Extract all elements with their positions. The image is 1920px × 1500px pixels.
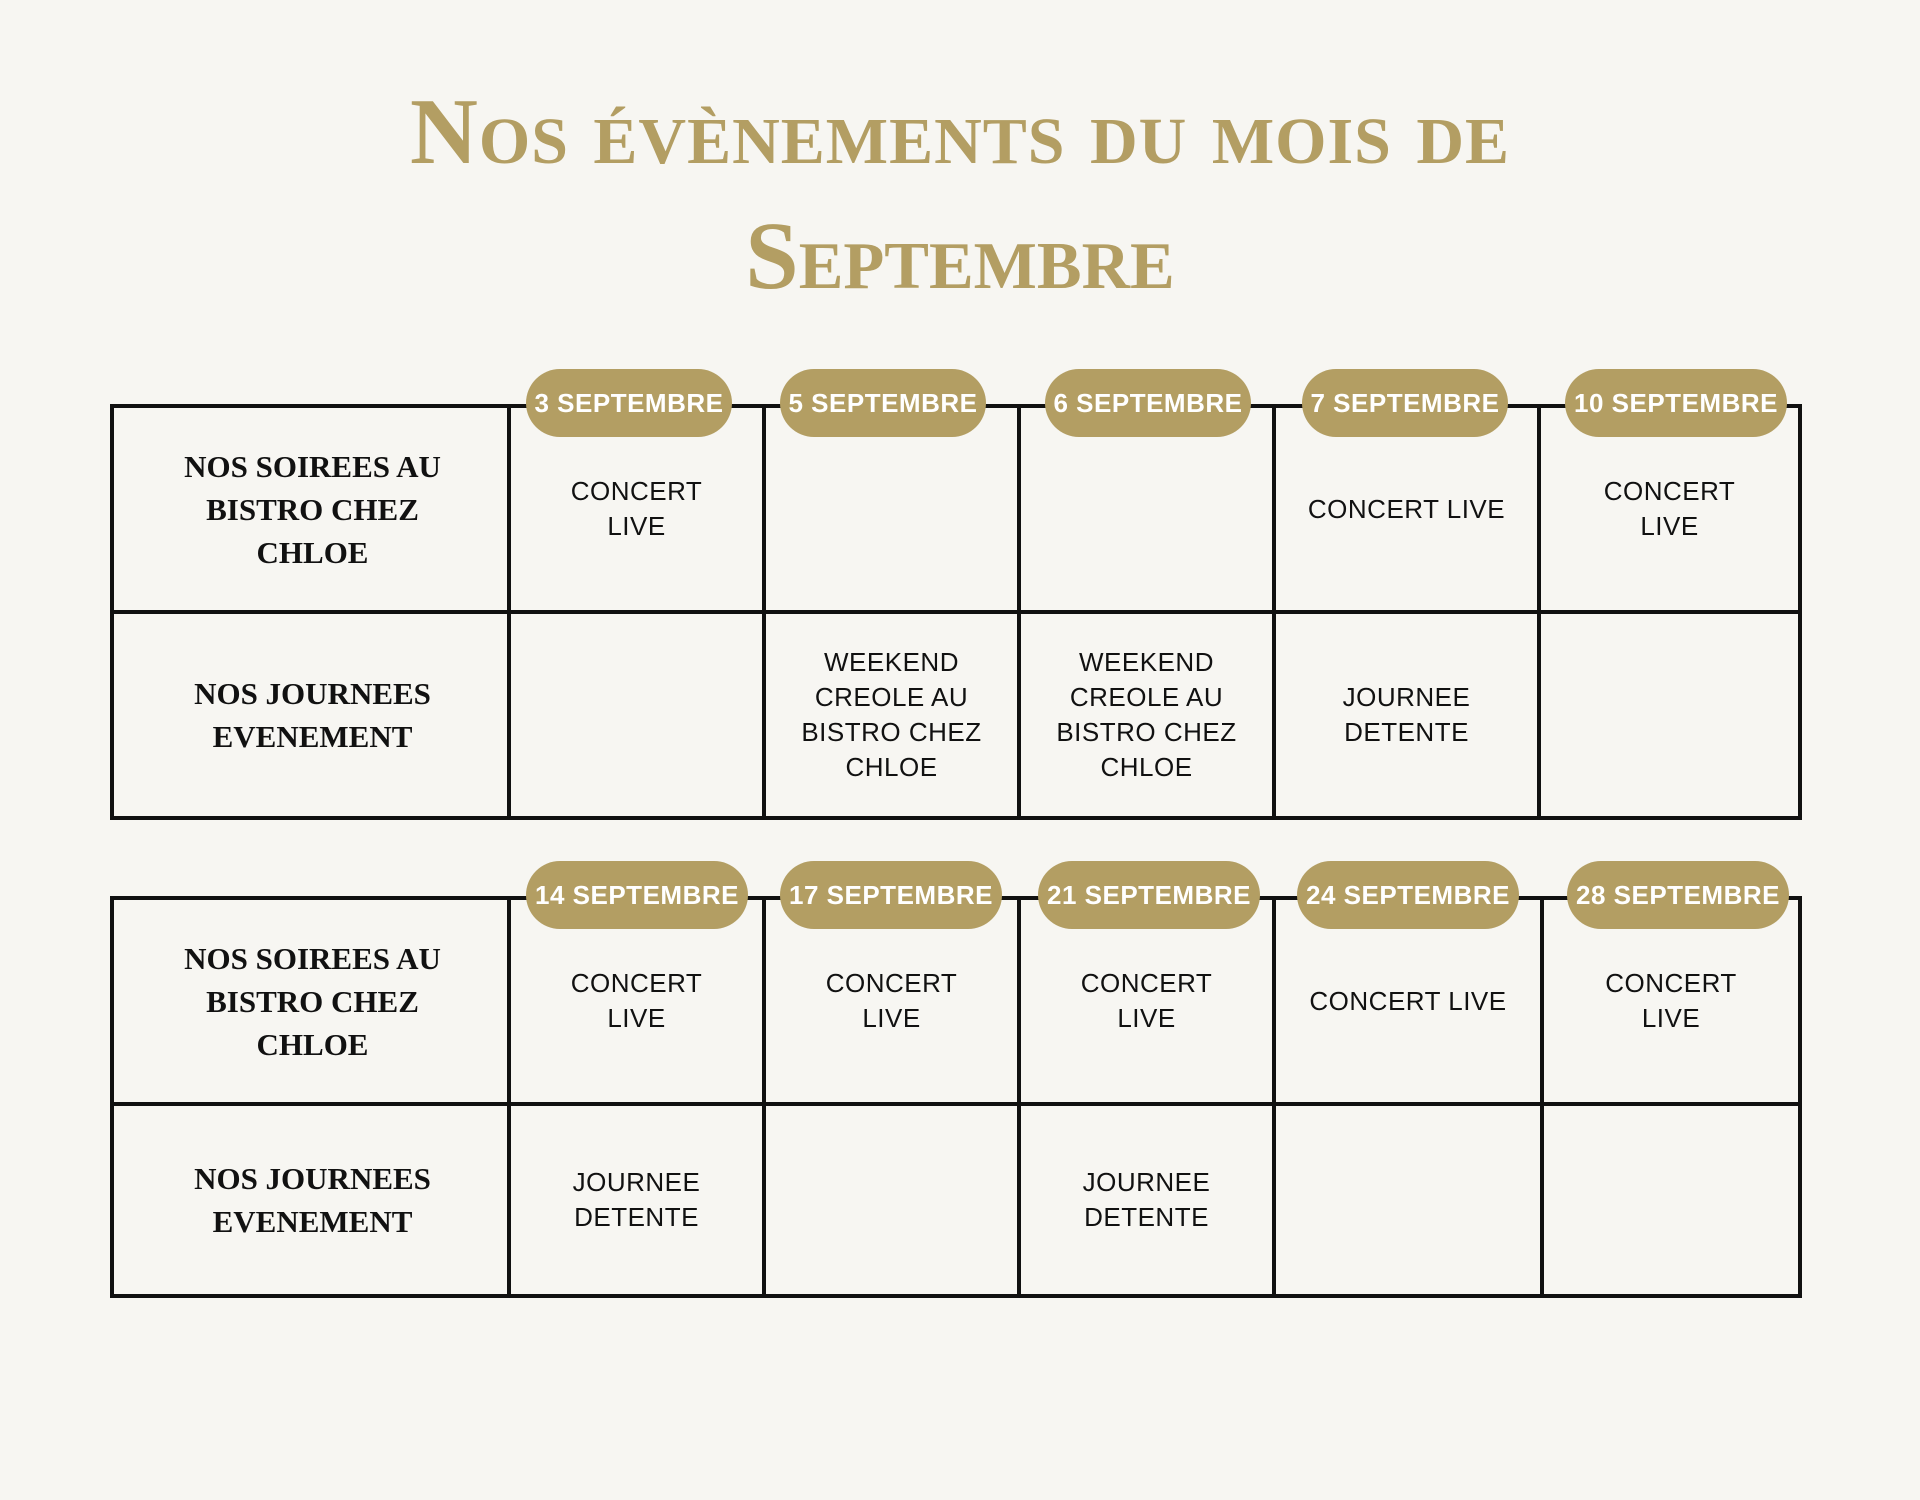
- journee-cell: JOURNEE DETENTE: [1082, 1167, 1211, 1232]
- date-pill: 3 SEPTEMBRE: [526, 369, 732, 437]
- soiree-cell: CONCERT LIVE: [1307, 493, 1506, 524]
- soiree-cell: CONCERT LIVE: [570, 476, 703, 541]
- row-label-journees: NOS JOURNEES EVENEMENT: [194, 1161, 431, 1239]
- date-pill: 17 SEPTEMBRE: [780, 861, 1002, 929]
- page-title: [0, 70, 1920, 318]
- date-pill: 6 SEPTEMBRE: [1045, 369, 1251, 437]
- page-title-line-1: Nos évènements du mois de: [409, 80, 1511, 184]
- soiree-cell: [1021, 408, 1272, 610]
- soiree-cell: CONCERT LIVE: [1603, 476, 1736, 541]
- page-title-line-2: Septembre: [745, 202, 1175, 309]
- date-pill: 21 SEPTEMBRE: [1038, 861, 1260, 929]
- journee-cell: [1541, 614, 1798, 816]
- row-label-soirees: NOS SOIREES AU BISTRO CHEZ CHLOE: [184, 448, 441, 570]
- soiree-cell: CONCERT LIVE: [1605, 968, 1737, 1033]
- soiree-cell: [766, 408, 1017, 610]
- date-pill: 28 SEPTEMBRE: [1567, 861, 1789, 929]
- soiree-cell: CONCERT LIVE: [570, 968, 703, 1033]
- date-pill: 10 SEPTEMBRE: [1565, 369, 1787, 437]
- soiree-cell: CONCERT LIVE: [825, 968, 958, 1033]
- journee-cell: WEEKEND CREOLE AU BISTRO CHEZ CHLOE: [1056, 647, 1237, 782]
- events-table-2: [110, 896, 1802, 1298]
- journee-cell: [1276, 1106, 1540, 1294]
- row-label-journees: NOS JOURNEES EVENEMENT: [194, 676, 431, 754]
- date-pill: 7 SEPTEMBRE: [1302, 369, 1508, 437]
- journee-cell: [511, 614, 762, 816]
- journee-cell: JOURNEE DETENTE: [1342, 682, 1471, 747]
- soiree-cell: CONCERT LIVE: [1309, 985, 1507, 1016]
- date-pill: 5 SEPTEMBRE: [780, 369, 986, 437]
- soiree-cell: CONCERT LIVE: [1080, 968, 1213, 1033]
- date-pill: 14 SEPTEMBRE: [526, 861, 748, 929]
- journee-cell: [1544, 1106, 1798, 1294]
- journee-cell: [766, 1106, 1017, 1294]
- events-table-1: [110, 404, 1802, 820]
- date-pill: 24 SEPTEMBRE: [1297, 861, 1519, 929]
- journee-cell: JOURNEE DETENTE: [572, 1167, 701, 1232]
- row-label-soirees: NOS SOIREES AU BISTRO CHEZ CHLOE: [184, 940, 441, 1062]
- journee-cell: WEEKEND CREOLE AU BISTRO CHEZ CHLOE: [801, 647, 982, 782]
